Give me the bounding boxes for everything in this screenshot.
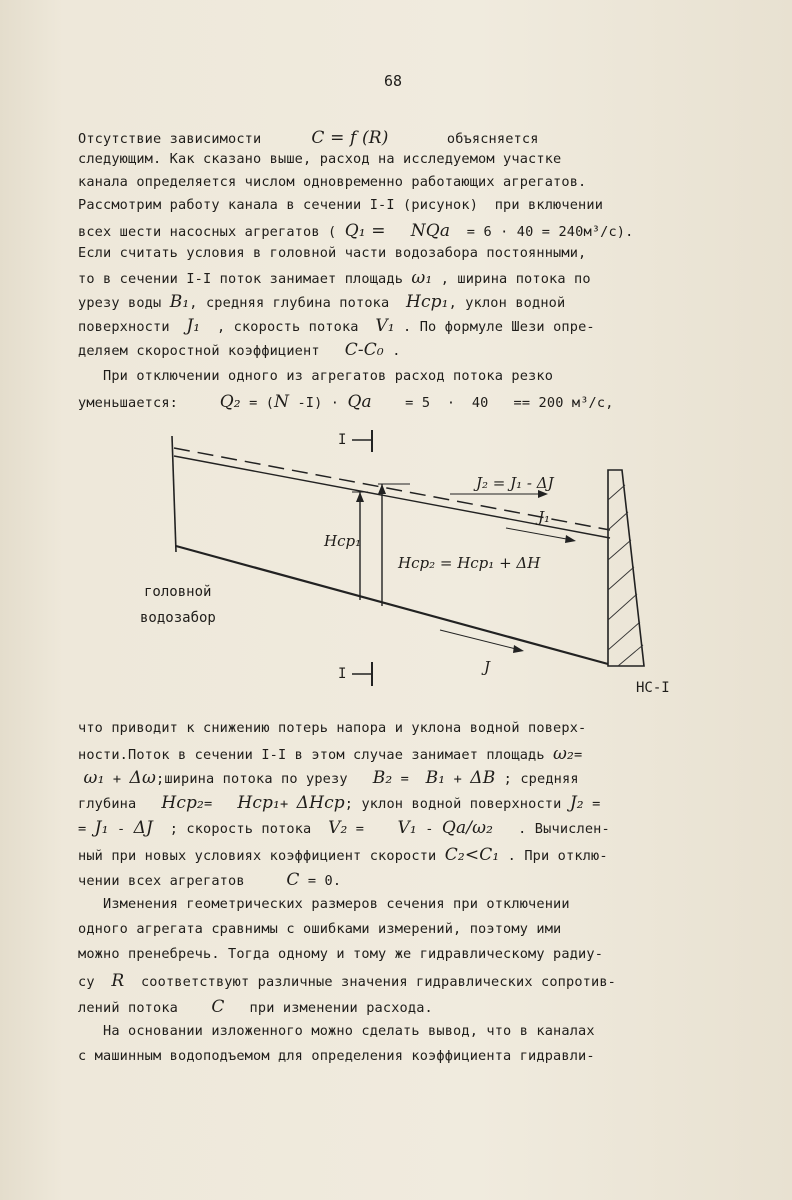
label-intake-1: головной <box>144 584 212 600</box>
text-run: - <box>416 821 442 837</box>
text-run: , скорость потока <box>200 319 376 335</box>
formula: ω₁ <box>78 768 105 788</box>
formula: B₂ <box>372 768 393 788</box>
text-run: деляем скоростной коэффициент <box>78 343 345 359</box>
text-run: с машинным водоподъемом для определения коэффициента гидравли- <box>78 1048 595 1064</box>
page-number: 68 <box>384 72 403 90</box>
formula: Q₂ <box>219 392 241 412</box>
text-run: то в сечении I-I поток занимает площадь <box>78 271 412 287</box>
text-run: объясняется <box>388 131 539 147</box>
text-run: - <box>108 821 134 837</box>
text-run: ;ширина потока по урезу <box>156 771 373 787</box>
text-run: -I) · <box>289 395 348 411</box>
text-run: ности.Поток в сечении I-I в этом случае занимает площадь <box>78 747 554 763</box>
formula: Hср₁ <box>237 793 280 813</box>
formula: Q₁ = <box>344 221 386 241</box>
formula: ΔB <box>470 768 496 788</box>
formula: Qa <box>347 392 372 412</box>
formula: ω₂ <box>553 744 575 764</box>
formula: NQa <box>410 221 451 241</box>
formula: Qa/ω₂ <box>441 818 494 838</box>
formula: ΔJ <box>133 818 154 838</box>
text-run: поверхности <box>78 319 187 335</box>
label-pump-station: НС-I <box>636 680 670 696</box>
formula: J₁ <box>94 818 109 838</box>
text-run: . По формуле Шези опре- <box>394 319 595 335</box>
text-run: уменьшается: <box>78 395 220 411</box>
text-run: = ( <box>240 395 275 411</box>
text-run: + <box>104 771 130 787</box>
depth-label-2: Hср₂ = Hср₁ + ΔH <box>398 554 541 572</box>
text-run: что приводит к снижению потерь напора и уклона водной поверх- <box>78 720 587 736</box>
text-run: лений потока <box>78 1000 212 1016</box>
text-run: , средняя глубина потока <box>189 295 406 311</box>
text-run: Рассмотрим работу канала в сечении I-I (рисунок) при включении <box>78 197 604 213</box>
label-intake-2: водозабор <box>140 610 216 626</box>
slope-label-j2: J₂ = J₁ - ΔJ <box>476 474 554 492</box>
formula: C₂<C₁ <box>444 845 500 865</box>
text-run: всех шести насосных агрегатов ( <box>78 224 345 240</box>
formula: C <box>211 997 225 1017</box>
text-run: На основании изложенного можно сделать вывод, что в каналах <box>78 1023 595 1039</box>
formula: V₂ <box>328 818 348 838</box>
text-run: Отсутствие зависимости <box>78 131 312 147</box>
text-run: Если считать условия в головной части водозабора постоянными, <box>78 245 587 261</box>
text-run: одного агрегата сравнимы с ошибками измерений, поэтому ими <box>78 921 562 937</box>
formula: C = f (R) <box>311 128 389 148</box>
text-run: ; скорость потока <box>153 821 329 837</box>
text-run: = <box>204 796 238 812</box>
section-label-bottom: I <box>338 666 347 682</box>
formula: N <box>274 392 290 412</box>
text-run: су <box>78 974 112 990</box>
text-run: ; средняя <box>495 771 579 787</box>
text-run: , ширина потока по <box>432 271 591 287</box>
formula: ΔHср <box>296 793 345 813</box>
formula: C-C₀ <box>344 340 384 360</box>
text-run: можно пренебречь. Тогда одному и тому же гидравлическому радиу- <box>78 946 604 962</box>
formula: Hср₁ <box>405 292 449 312</box>
text-run: = 5 · 40 == 200 м³/с, <box>371 395 614 411</box>
text-run: урезу воды <box>78 295 170 311</box>
text-run: при изменении расхода. <box>224 1000 433 1016</box>
formula: C <box>286 870 300 890</box>
formula: V₁ <box>397 818 417 838</box>
text-run: ; уклон водной поверхности <box>344 796 570 812</box>
text-run: + <box>280 796 297 812</box>
text-run: глубина <box>78 796 162 812</box>
text-run: , уклон водной <box>448 295 566 311</box>
formula: B₁ <box>169 292 190 312</box>
section-label-top: I <box>338 432 347 448</box>
formula: Δω <box>129 768 156 788</box>
text-run: = 0. <box>299 873 342 889</box>
formula: B₁ <box>425 768 446 788</box>
formula: ω₁ <box>411 268 433 288</box>
text-run: = <box>392 771 426 787</box>
text-run: . Вычислен- <box>493 821 610 837</box>
slope-label-j1: J₁ <box>538 508 551 526</box>
text-run: соответствуют различные значения гидравлических сопротив- <box>124 974 617 990</box>
text-run: следующим. Как сказано выше, расход на исследуемом участке <box>78 151 562 167</box>
formula: J₁ <box>186 316 201 336</box>
text-run: чении всех агрегатов <box>78 873 287 889</box>
text-run: = 6 · 40 = 240м³/с). <box>450 224 634 240</box>
text-run: ный при новых условиях коэффициент скорости <box>78 848 445 864</box>
text-run: = <box>583 796 601 812</box>
text-run: Изменения геометрических размеров сечения при отключении <box>78 896 570 912</box>
formula: J₂ <box>569 793 584 813</box>
text-run: . <box>383 343 401 359</box>
slope-label-j: J <box>484 658 491 676</box>
text-run: канала определяется числом одновременно работающих агрегатов. <box>78 174 587 190</box>
formula: V₁ <box>375 316 395 336</box>
text-run: + <box>445 771 471 787</box>
text-run: = <box>574 747 583 763</box>
formula: Hср₂ <box>161 793 204 813</box>
depth-label-1: Hср₁ <box>324 532 362 550</box>
text-run: При отключении одного из агрегатов расход потока резко <box>78 368 554 384</box>
text-run: = <box>347 821 398 837</box>
formula: R <box>111 971 125 991</box>
text-run: = <box>78 821 95 837</box>
text-run: . При отклю- <box>499 848 608 864</box>
